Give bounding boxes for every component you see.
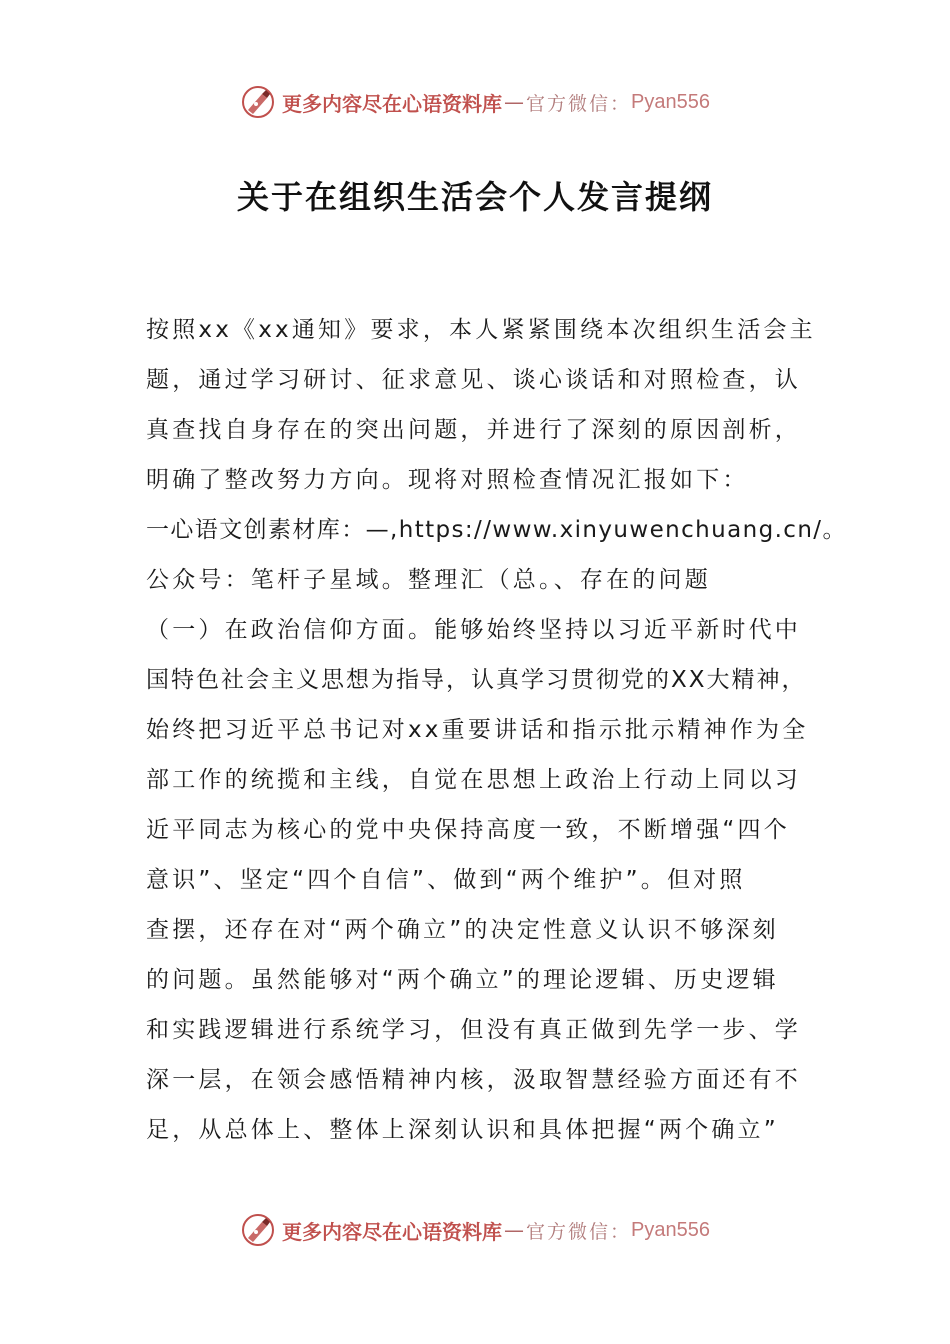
banner-brand-text: 更多内容尽在心语资料库 — [282, 91, 502, 116]
body-line: 题，通过学习研讨、征求意见、谈心谈话和对照检查，认 — [146, 367, 801, 393]
banner-wechat-id: Pyan556 — [631, 1218, 710, 1241]
banner-wechat-id: Pyan556 — [631, 90, 710, 113]
body-line: 公众号：笔杆子星域。整理汇（总。、存在的问题 — [146, 567, 711, 593]
pen-nib-logo-icon — [240, 1212, 276, 1248]
body-line: 按照xx《xx通知》要求，本人紧紧围绕本次组织生活会主 — [146, 317, 816, 343]
banner-wechat-label: 官方微信： — [526, 1220, 632, 1243]
banner-brand-text: 更多内容尽在心语资料库 — [282, 1219, 502, 1244]
body-line: 始终把习近平总书记对xx重要讲话和指示批示精神作为全 — [146, 717, 809, 743]
body-line: 的问题。虽然能够对“两个确立”的理论逻辑、历史逻辑 — [146, 967, 779, 993]
body-line: 足，从总体上、整体上深刻认识和具体把握“两个确立” — [146, 1117, 779, 1143]
banner-wechat-label: 官方微信： — [526, 92, 632, 115]
body-line-url: 一心语文创素材库：—,https://www.xinyuwenchuang.cn/。 — [146, 517, 847, 543]
body-line: 真查找自身存在的突出问题，并进行了深刻的原因剖析， — [146, 417, 801, 443]
body-line: 部工作的统揽和主线，自觉在思想上政治上行动上同以习 — [146, 767, 801, 793]
body-line: 近平同志为核心的党中央保持高度一致，不断增强“四个 — [146, 817, 790, 843]
body-line: 国特色社会主义思想为指导，认真学习贯彻党的XX大精神， — [146, 667, 807, 693]
body-line: 查摆，还存在对“两个确立”的决定性意义认识不够深刻 — [146, 917, 779, 943]
pen-nib-logo-icon — [240, 84, 276, 120]
document-title: 关于在组织生活会个人发言提纲 — [236, 178, 713, 216]
body-line: 明确了整改努力方向。现将对照检查情况汇报如下： — [146, 467, 749, 493]
banner-dash: — — [504, 1218, 524, 1242]
footer-banner — [0, 1208, 950, 1252]
header-banner — [0, 80, 950, 124]
body-line: 深一层，在领会感悟精神内核，汲取智慧经验方面还有不 — [146, 1067, 801, 1093]
document-body — [146, 305, 847, 1155]
body-line: 意识”、坚定“四个自信”、做到“两个维护”。但对照 — [146, 867, 746, 893]
body-line: 和实践逻辑进行系统学习，但没有真正做到先学一步、学 — [146, 1017, 801, 1043]
body-line: （一）在政治信仰方面。能够始终坚持以习近平新时代中 — [146, 617, 801, 643]
banner-dash: — — [504, 90, 524, 114]
